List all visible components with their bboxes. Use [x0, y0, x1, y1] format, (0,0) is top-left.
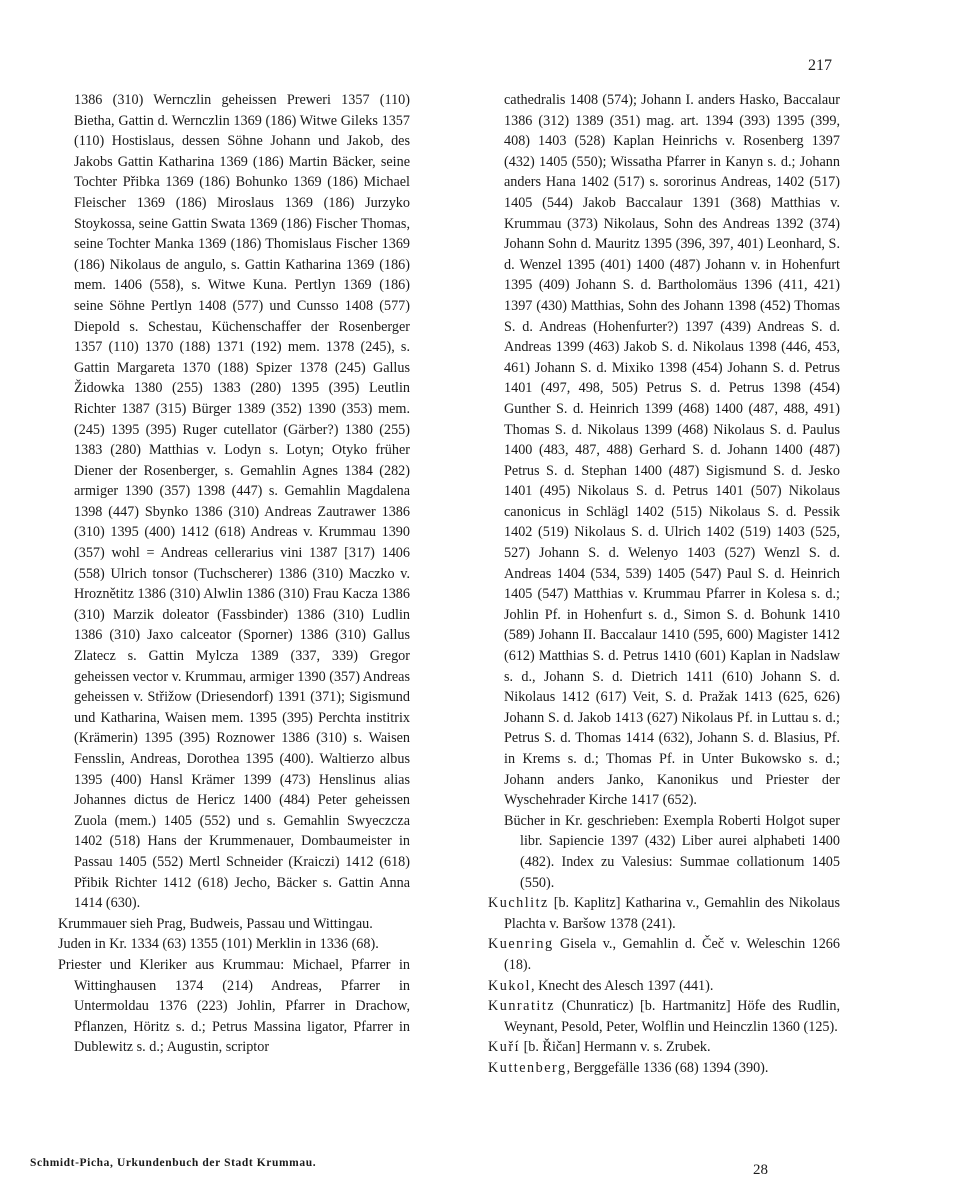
index-entry-priester-continuation: cathedralis 1408 (574); Johann I. anders Hasko, Baccalaur 1386 (312) 1389 (351) mag. art. 1394 (393) 1395 (399, 408) 1403 (528) Kaplan Heinrichs v. Rosenberg 1397 (432) 1405 (550); Wissatha Pfarrer in Kanyn s. d.; Johann anders Hana 1402 (517) s. sororinus Andreas, 1402 (517) 1405 (544) Jakob Baccalaur 1391 (368) Matthias v. Krummau (373) Nikolaus, Sohn des Andreas 1392 (374) Johann Sohn d. Mauritz 1395 (396, 397, 401) Leonhard, S. d. Wenzel 1395 (401) 1400 (487) Johann v. in Hohenfurt 1395 (409) Johann S. d. Bartholomäus 1396 (411, 421) 1397 (430) Matthias, Sohn des Johann 1398 (452) Thomas S. d. Andreas (Hohenfurter?) 1397 (439) Andreas S. d. Andreas 1399 (463) Jakob S. d. Nikolaus 1398 (446, 453, 461) Johann S. d. Mixiko 1398 (454) Johann S. d. Petrus 1401 (497, 498, 505) Petrus S. d. Petrus 1398 (454) Gunther S. d. Heinrich 1399 (468) 1400 (487, 488, 491) Thomas S. d. Nikolaus 1399 (468) Nikolaus S. d. Paulus 1400 (483, 487, 488) Gerhard S. d. Johann 1400 (487) Petrus S. d. Stephan 1400 (487) Sigismund S. d. Jesko 1401 (495) Nikolaus S. d. Petrus 1401 (507) Nikolaus canonicus in Schlägl 1402 (515) Nikolaus S. d. Pessik 1402 (519) Nikolaus S. d. Ulrich 1402 (519) 1403 (525, 527) Johann S. d. Welenyo 1403 (527) Wenzl S. d. Andreas 1404 (534, 539) 1405 (547) Paul S. d. Heinrich 1405 (547) Matthias v. Krummau Pfarrer in Kolesa s. d.; Johlin Pf. in Hohenfurt s. d., Simon S. d. Bohunk 1410 (589) Johann II. Baccalaur 1410 (595, 600) Magister 1412 (612) Matthias S. d. Petrus 1410 (601) Kaplan in Nadslaw s. d., Johann S. d. Dietrich 1411 (610) Johann S. d. Nikolaus 1412 (617) Veit, S. d. Pražak 1413 (625, 626) Johann S. d. Jakob 1413 (627) Nikolaus Pf. in Luttau s. d.; Petrus S. d. Thomas 1414 (632), Johann S. d. Blasius, Pf. in Krems s. d.; Thomas Pf. in Unter Bukowsko s. d.; Johann anders Janko, Kanonikus und Priester der Wyschehrader Kirche 1417 (652).	[504, 92, 840, 809]
headword: Kuenring	[488, 936, 554, 953]
headword: Kuří	[488, 1039, 521, 1056]
index-entry-continuation: 1386 (310) Wernczlin geheissen Preweri 1357 (110) Bietha, Gattin d. Wernczlin 1369 (186) Witwe Gileks 1357 (110) Hostislaus, dessen Söhne Johann und Jakob, des Jakobs Gattin Katharina 1369 (186) Martin Bäcker, seine Tochter Přibka 1369 (186) Bohunko 1369 (186) Michael Fleischer 1369 (186) Miroslaus 1369 (186) Jurzyko Stoykossa, seine Gattin Swata 1369 (186) Fischer Thomas, seine Tochter Manka 1369 (186) Thomislaus Fischer 1369 (186) Nikolaus de angulo, s. Gattin Katharina 1369 (186) mem. 1406 (558), s. Witwe Kuna. Pertlyn 1369 (186) seine Söhne Pertlyn 1408 (577) und Cunsso 1408 (577) Diepold s. Schestau, Küchenschaffer der Rosenberger 1357 (110) 1370 (188) 1371 (192) mem. 1378 (245), s. Gattin Margareta 1370 (188) Spizer 1378 (245) Gallus Židowka 1380 (255) 1383 (280) 1395 (395) Leutlin Richter 1387 (315) Bürger 1389 (352) 1390 (353) mem. (245) 1395 (395) Ruger cutellator (Gärber?) 1380 (255) 1383 (280) Matthias v. Lodyn s. Lotyn; Otyko früher Diener der Rosenberger, s. Gemahlin Agnes 1384 (282) armiger 1390 (357) 1398 (447) s. Gemahlin Magdalena 1398 (447) Sbynko 1386 (310) Andreas Zautrawer 1386 (310) 1395 (400) 1412 (618) Andreas v. Krummau 1390 (357) wohl = Andreas cellerarius vini 1387 [317) 1406 (558) Ulrich tonsor (Tuchscherer) 1386 (310) Maczko v. Hroznětitz 1386 (310) Alwlin 1386 (310) Frau Kacza 1386 (310) Marzik doleator (Fassbinder) 1386 (310) Ludlin 1386 (310) Jaxo calceator (Sporner) 1386 (310) Gallus Zlatecz s. Gattin Mylcza 1389 (337, 339) Gregor geheissen vector v. Krummau, armiger 1390 (357) Andreas geheissen v. Střižow (Driesendorf) 1391 (371); Sigismund und Katharina, Waisen mem. 1395 (395) Perchta institrix (Krämerin) 1395 (395) Roznower 1386 (310) s. Waisen Fensslin, Andreas, Dorothea 1395 (400). Waltierzo albus 1395 (400) Hansl Krämer 1399 (473) Henslinus alias Johannes dictus de Hericz 1400 (484) Peter geheissen Zuola (mem.) 1405 (552) und s. Gemahlin Swyeczcza 1402 (518) Hans der Krummenauer, Dombaumeister in Passau 1405 (552) Mertl Schneider (Kraiczi) 1412 (618) Přibik Richter 1412 (618) Jecho, Bäcker s. Gattin Anna 1414 (630).	[74, 92, 410, 912]
index-entry-kuchlitz: Kuchlitz [b. Kaplitz] Katharina v., Gemahlin des Nikolaus Plachta v. Baršow 1378 (241).	[488, 895, 840, 932]
headword: Kuchlitz	[488, 895, 549, 912]
index-entry-kuttenberg: Kuttenberg, Berggefälle 1336 (68) 1394 (390).	[488, 1059, 769, 1076]
right-column	[488, 90, 840, 1079]
left-column	[58, 90, 410, 1058]
headword: Kukol	[488, 977, 531, 994]
index-entry-kukol: Kukol, Knecht des Alesch 1397 (441).	[488, 977, 714, 994]
index-entry-kunratitz: Kunratitz (Chunraticz) [b. Hartmanitz] Höfe des Rudlin, Weynant, Pesold, Peter, Wolflin und Heinczlin 1360 (125).	[488, 998, 840, 1035]
page-number: 217	[808, 57, 832, 74]
index-entry-priester: Priester und Kleriker aus Krummau: Michael, Pfarrer in Wittinghausen 1374 (214) Andreas, Pfarrer in Untermoldau 1376 (223) Johlin, Pfarrer in Drachow, Pflanzen, Höritz s. d.; Petrus Massina ligator, Pfarrer in Dublewitz s. d.; Augustin, scriptor	[58, 956, 410, 1056]
index-entry-kuenring: Kuenring Gisela v., Gemahlin d. Čeč v. Weleschin 1266 (18).	[488, 936, 840, 973]
signature-mark: 28	[753, 1162, 768, 1178]
headword: Kunratitz	[488, 998, 556, 1015]
index-entry-juden: Juden in Kr. 1334 (63) 1355 (101) Merklin in 1336 (68).	[58, 936, 379, 953]
index-entry-buecher: Bücher in Kr. geschrieben: Exempla Roberti Holgot super libr. Sapiencie 1397 (432) Liber aurei alphabeti 1400 (482). Index zu Valesius: Summae collationum 1405 (550).	[504, 812, 840, 891]
index-entry-krummauer: Krummauer sieh Prag, Budweis, Passau und Wittingau.	[58, 915, 373, 932]
index-entry-kuri: Kuří [b. Řičan] Hermann v. s. Zrubek.	[488, 1039, 711, 1056]
footer-citation: Schmidt-Picha, Urkundenbuch der Stadt Krummau.	[30, 1157, 317, 1169]
headword: Kuttenberg	[488, 1059, 567, 1076]
